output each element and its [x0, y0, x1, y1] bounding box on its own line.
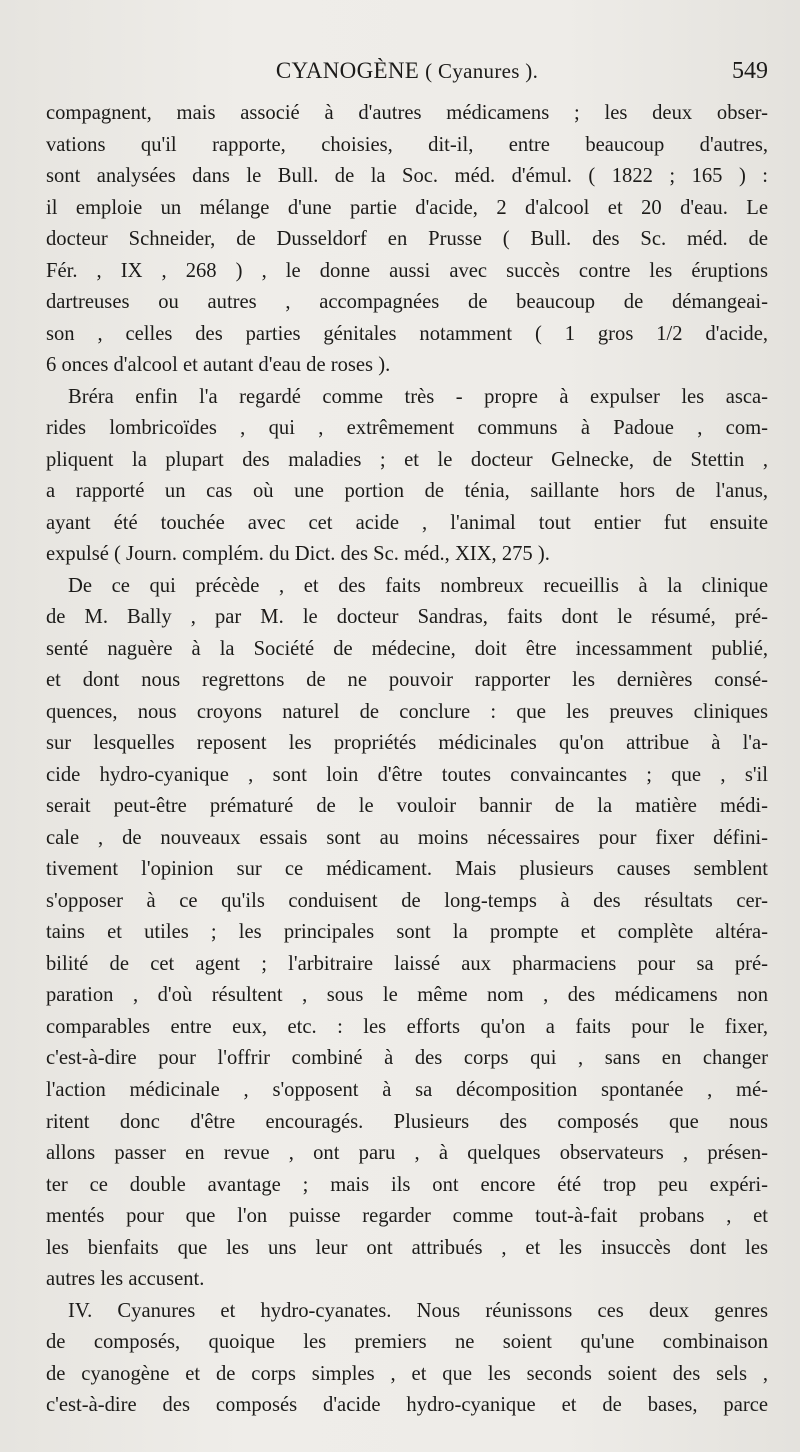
text-line: bilité de cet agent ; l'arbitraire laissé aux pharmaciens pour sa pré- [46, 952, 768, 975]
text-line: tains et utiles ; les principales sont la prompte et complète altéra- [46, 921, 768, 944]
text-line: de composés, quoique les premiers ne soient qu'une combinaison [46, 1331, 768, 1354]
running-title-subtitle: ( Cyanures ). [425, 59, 539, 83]
text-line: mentés pour que l'on puisse regarder comme tout-à-fait probans , et [46, 1205, 768, 1228]
text-line: allons passer en revue , ont paru , à quelques observateurs , présen- [46, 1142, 768, 1165]
text-line: ter ce double avantage ; mais ils ont encore été trop peu expéri- [46, 1173, 768, 1196]
section-heading-line: IV. Cyanures et hydro-cyanates. Nous réunissons ces deux genres [68, 1299, 768, 1322]
text-line: vations qu'il rapporte, choisies, dit-il, entre beaucoup d'autres, [46, 133, 768, 156]
text-line: tivement l'opinion sur ce médicament. Mais plusieurs causes semblent [46, 858, 768, 881]
text-line: 6 onces d'alcool et autant d'eau de roses ). [46, 354, 391, 377]
text-line: son , celles des parties génitales notamment ( 1 gros 1/2 d'acide, [46, 322, 768, 345]
running-title [46, 58, 768, 84]
text-line: autres les accusent. [46, 1268, 205, 1291]
text-line: docteur Schneider, de Dusseldorf en Prusse ( Bull. des Sc. méd. de [46, 228, 768, 251]
text-line: les bienfaits que les uns leur ont attribués , et les insuccès dont les [46, 1236, 768, 1259]
text-line: compagnent, mais associé à d'autres médicamens ; les deux obser- [46, 102, 768, 124]
text-line: dartreuses ou autres , accompagnées de beaucoup de démangeai- [46, 291, 768, 314]
text-line: s'opposer à ce qu'ils conduisent de long-temps à des résultats cer- [46, 889, 768, 912]
text-line: sont analysées dans le Bull. de la Soc. méd. d'émul. ( 1822 ; 165 ) : [46, 165, 768, 188]
text-line: cide hydro-cyanique , sont loin d'être toutes convaincantes ; que , s'il [46, 763, 768, 786]
text-line: quences, nous croyons naturel de conclure : que les preuves cliniques [46, 700, 768, 723]
text-line: De ce qui précède , et des faits nombreux recueillis à la clinique [68, 574, 768, 597]
text-line: senté naguère à la Société de médecine, doit être incessamment publié, [46, 637, 768, 660]
text-line: a rapporté un cas où une portion de ténia, saillante hors de l'anus, [46, 480, 768, 503]
body-text [46, 98, 768, 1422]
running-title-main: CYANOGÈNE [275, 58, 420, 83]
text-line: cale , de nouveaux essais sont au moins nécessaires pour fixer défini- [46, 826, 768, 849]
text-line: il emploie un mélange d'une partie d'acide, 2 d'alcool et 20 d'eau. Le [46, 196, 768, 219]
page-number: 549 [732, 58, 768, 84]
text-line: comparables entre eux, etc. : les efforts qu'on a faits pour le fixer, [46, 1015, 768, 1038]
page-header [46, 58, 768, 92]
text-line: rides lombricoïdes , qui , extrêmement communs à Padoue , com- [46, 417, 768, 440]
text-line: ritent donc d'être encouragés. Plusieurs des composés que nous [46, 1110, 768, 1133]
text-line: ayant été touchée avec cet acide , l'animal tout entier fut ensuite [46, 511, 768, 534]
text-line: paration , d'où résultent , sous le même nom , des médicamens non [46, 984, 768, 1007]
text-line: serait peut-être prématuré de le vouloir bannir de la matière médi- [46, 795, 768, 818]
text-line: et dont nous regrettons de ne pouvoir rapporter les dernières consé- [46, 669, 768, 692]
text-line: expulsé ( Journ. complém. du Dict. des Sc. méd., XIX, 275 ). [46, 543, 550, 566]
text-line: sur lesquelles reposent les propriétés médicinales qu'on attribue à l'a- [46, 732, 768, 755]
text-line: Fér. , IX , 268 ) , le donne aussi avec succès contre les éruptions [46, 259, 768, 282]
text-line: de M. Bally , par M. le docteur Sandras, faits dont le résumé, pré- [46, 606, 768, 629]
text-line: c'est-à-dire pour l'offrir combiné à des corps qui , sans en changer [46, 1047, 768, 1070]
text-line: Bréra enfin l'a regardé comme très - propre à expulser les asca- [68, 385, 768, 408]
text-line: c'est-à-dire des composés d'acide hydro-cyanique et de bases, parce [46, 1394, 768, 1417]
text-line: pliquent la plupart des maladies ; et le docteur Gelnecke, de Stettin , [46, 448, 768, 471]
text-line: l'action médicinale , s'opposent à sa décomposition spontanée , mé- [46, 1078, 768, 1101]
text-line: de cyanogène et de corps simples , et que les seconds soient des sels , [46, 1362, 768, 1385]
